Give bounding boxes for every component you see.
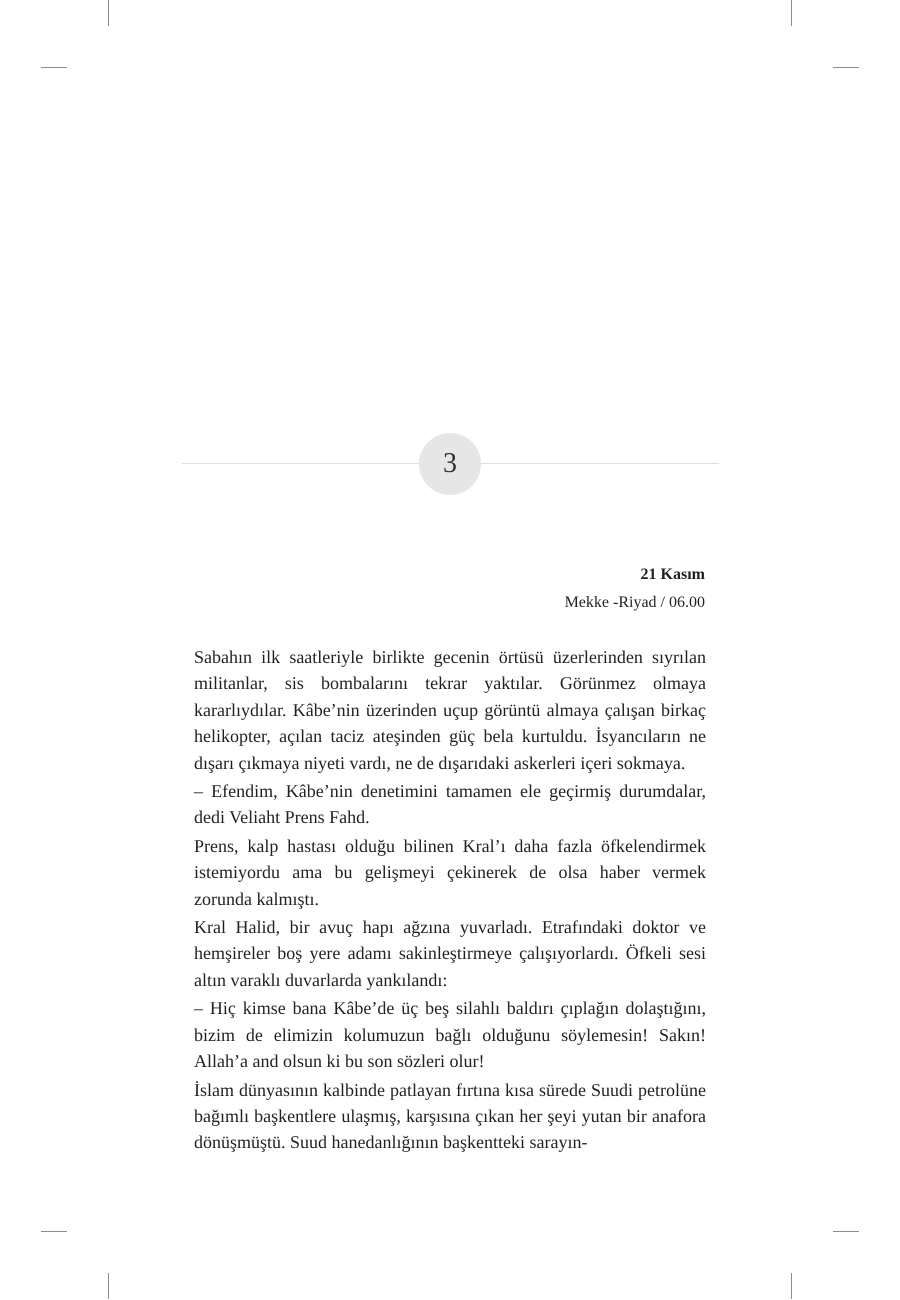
dateline-place-time: Mekke -Riyad / 06.00 [564, 594, 705, 611]
paragraph: Kral Halid, bir avuç hapı ağzına yuvarladı. Etrafındaki doktor ve hemşireler boş yere adamı sakinleştirmeye çalışıyorlardı. Öfkeli sesi altın varaklı duvarlarda yankılandı: [194, 917, 706, 990]
chapter-number: 3 [443, 448, 457, 479]
crop-mark [108, 0, 109, 26]
crop-mark [41, 1231, 67, 1232]
paragraph: Sabahın ilk saatleriyle birlikte gecenin örtüsü üzerlerinden sıyrılan militanlar, sis bombalarını tekrar yaktılar. Görünmez olmaya kararlıydılar. Kâbe’nin üzerinden uçup görüntü almaya çalışan birkaç helikopter, açılan taciz ateşinden güç bela kurtuldu. İsyancıların ne dışarı çıkmaya niyeti vardı, ne de dışarıdaki askerleri içeri sokmaya. [194, 647, 706, 773]
crop-mark [108, 1273, 109, 1299]
paragraph: – Hiç kimse bana Kâbe’de üç beş silahlı baldırı çıplağın dolaştığını, bizim de elimizin kolumuzun bağlı olduğunu söylemesin! Sakın! Allah’a and olsun ki bu son sözleri olur! [194, 998, 706, 1072]
crop-mark [791, 0, 792, 26]
dateline-date: 21 Kasım [640, 566, 705, 583]
paragraph: Prens, kalp hastası olduğu bilinen Kral’ı daha fazla öfkelendirmek istemiyordu ama bu gelişmeyi çekinerek de olsa haber vermek zorunda kalmıştı. [194, 835, 706, 909]
paragraph: – Efendim, Kâbe’nin denetimini tamamen ele geçirmiş durumdalar, dedi Veliaht Prens Fahd. [194, 781, 706, 828]
crop-mark [833, 1231, 859, 1232]
crop-mark [41, 67, 67, 68]
crop-mark [833, 67, 859, 68]
chapter-number-badge [419, 433, 481, 495]
crop-mark [791, 1273, 792, 1299]
chapter-body [194, 644, 706, 1158]
paragraph: İslam dünyasının kalbinde patlayan fırtına kısa sürede Suudi petrolüne bağımlı başkentlere ulaşmış, karşısına çıkan her şeyi yutan bir anafora dönüşmüştü. Suud hanedanlığının başkentteki sarayın- [194, 1079, 706, 1153]
dateline [565, 561, 705, 617]
